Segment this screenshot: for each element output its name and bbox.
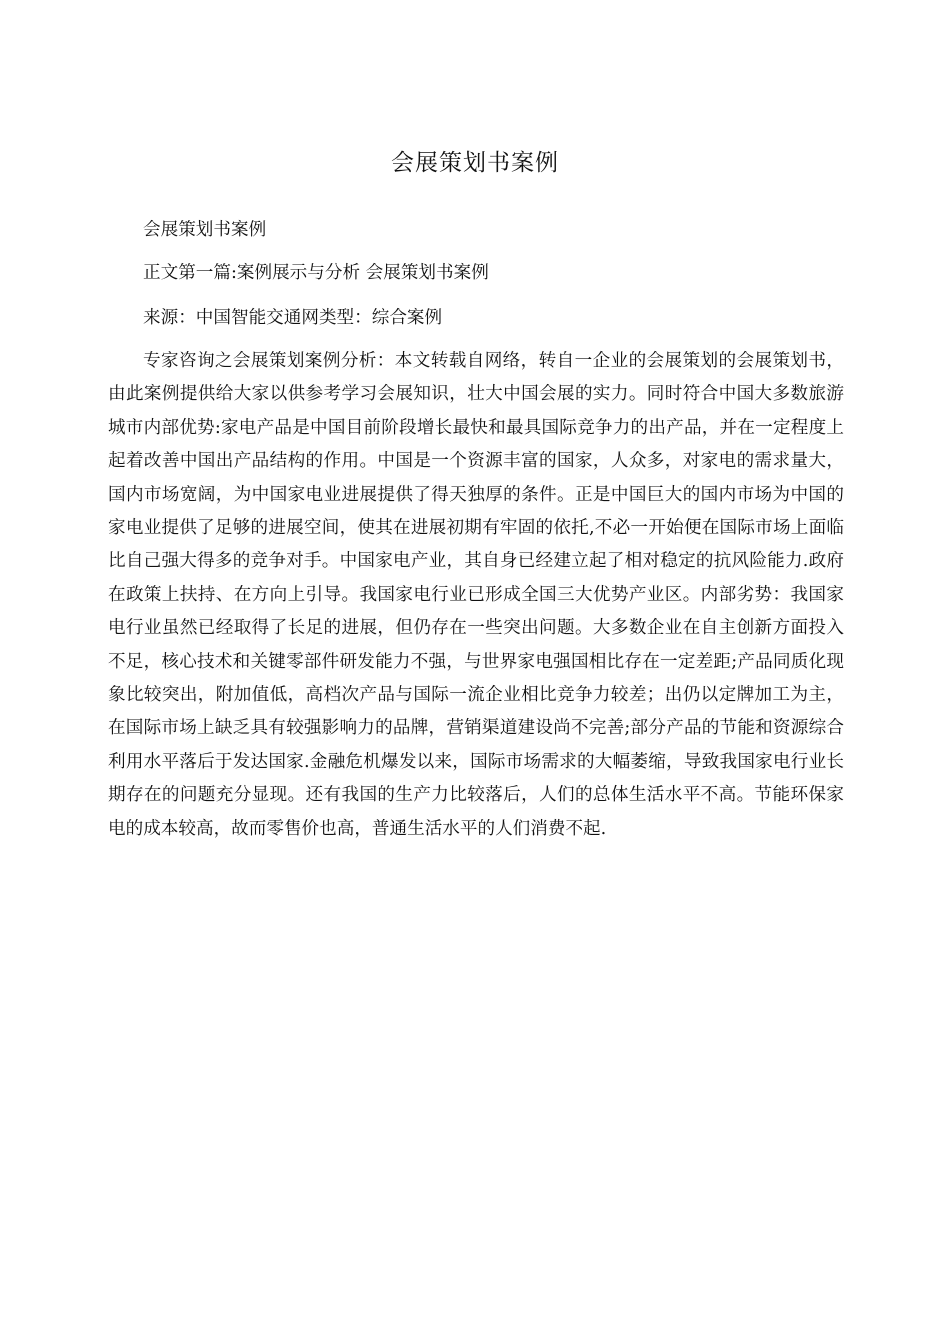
paragraph-source: 来源：中国智能交通网类型：综合案例	[143, 308, 443, 328]
paragraph-body: 专家咨询之会展策划案例分析：本文转载自网络，转自一企业的会展策划的会展策划书，由此案例提供给大家以供参考学习会展知识，壮大中国会展的实力。同时符合中国大多数旅游城市内部优势:家电产品是中国目前阶段增长最快和最具国际竞争力的出产品，并在一定程度上起着改善中国出产品结构的作用。中国是一个资源丰富的国家，人众多，对家电的需求量大，国内市场宽阔，为中国家电业进展提供了得天独厚的条件。正是中国巨大的国内市场为中国的家电业提供了足够的进展空间，使其在进展初期有牢固的依托,不必一开始便在国际市场上面临比自己强大得多的竞争对手。中国家电产业，其自身已经建立起了相对稳定的抗风险能力.政府在政策上扶持、在方向上引导。我国家电行业已形成全国三大优势产业区。内部劣势：我国家电行业虽然已经取得了长足的进展，但仍存在一些突出问题。大多数企业在自主创新方面投入不足，核心技术和关键零部件研发能力不强，与世界家电强国相比存在一定差距;产品同质化现象比较突出，附加值低，高档次产品与国际一流企业相比竞争力较差；出仍以定牌加工为主，在国际市场上缺乏具有较强影响力的品牌，营销渠道建设尚不完善;部分产品的节能和资源综合利用水平落后于发达国家.金融危机爆发以来，国际市场需求的大幅萎缩，导致我国家电行业长期存在的问题充分显现。还有我国的生产力比较落后，人们的总体生活水平不高。节能环保家电的成本较高，故而零售价也高，普通生活水平的人们消费不起.	[108, 351, 844, 839]
paragraph-heading: 会展策划书案例	[143, 220, 267, 240]
paragraph-section-title: 正文第一篇:案例展示与分析 会展策划书案例	[143, 263, 489, 283]
document-title: 会展策划书案例	[391, 150, 559, 176]
